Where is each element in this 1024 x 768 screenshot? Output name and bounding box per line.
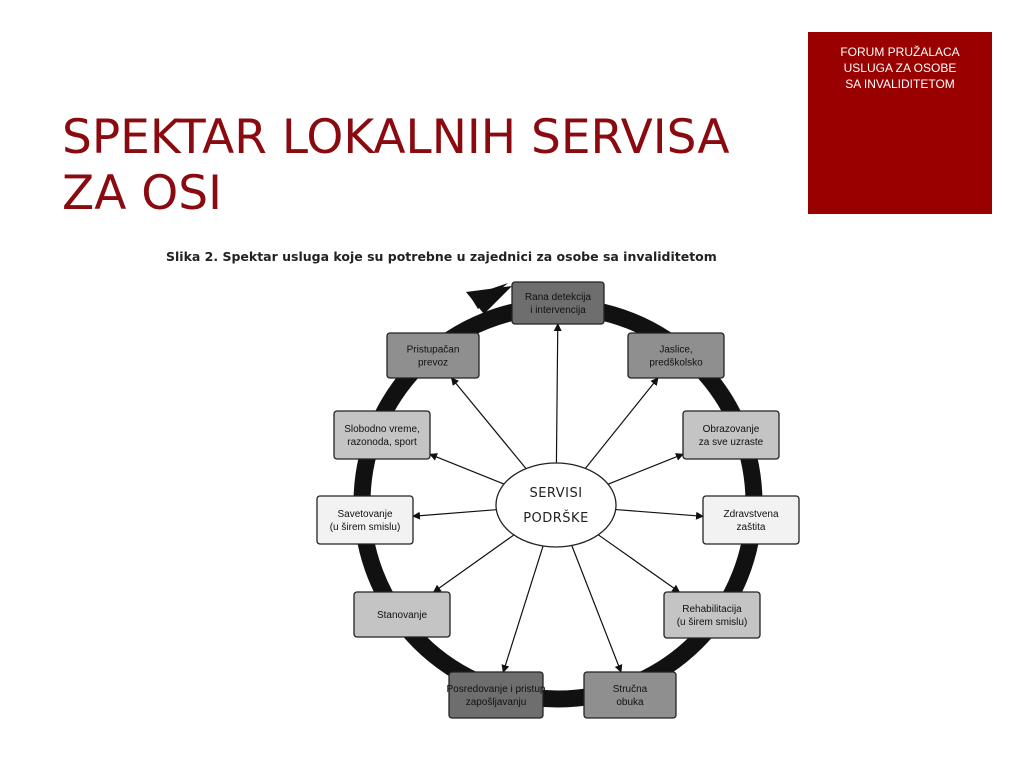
org-line-1: FORUM PRUŽALACA — [840, 45, 960, 59]
service-node-label: Jaslice, — [659, 344, 693, 356]
service-node-label: Rana detekcija — [524, 292, 592, 303]
org-line-2: USLUGA ZA OSOBE — [843, 61, 957, 75]
figure-caption: Slika 2. Spektar usluga koje su potrebne u zajednici za osobe sa invaliditetom — [166, 249, 717, 264]
service-node-label: predškolsko — [649, 357, 703, 369]
service-node-posredovanje — [447, 672, 546, 718]
service-node-label: Zdravstvena — [723, 509, 779, 520]
spoke-arrow-strucna — [572, 546, 621, 672]
service-node-label: Stanovanje — [376, 610, 428, 621]
service-node-label: Obrazovanje — [702, 424, 760, 435]
service-node-rana — [512, 282, 604, 324]
service-node-label: Rehabilitacija — [682, 604, 742, 615]
service-node-label: prevoz — [417, 357, 449, 369]
slide-title-line-1: SPEKTAR LOKALNIH SERVISA — [62, 110, 730, 165]
service-node-box — [664, 592, 760, 638]
service-node-box — [387, 333, 479, 378]
service-node-box — [628, 333, 724, 378]
service-node-label: zaštita — [736, 522, 766, 533]
hub-ellipse — [496, 463, 616, 547]
org-line-3: SA INVALIDITETOM — [845, 77, 955, 91]
slide-title-line-2: ZA OSI — [62, 166, 222, 221]
service-node-rehabilitacija — [664, 592, 760, 638]
service-node-box — [317, 496, 413, 544]
service-node-jaslice — [628, 333, 724, 378]
spoke-arrow-obrazovanje — [608, 454, 683, 484]
service-node-zdravstvena — [703, 496, 799, 544]
service-node-label: i intervencija — [530, 305, 586, 316]
spoke-arrow-savetovanje — [413, 510, 496, 517]
service-node-savetovanje — [317, 496, 413, 544]
service-node-label: Posredovanje i pristup — [446, 684, 546, 695]
spoke-arrow-jaslice — [585, 378, 658, 468]
service-node-strucna — [584, 672, 676, 718]
service-node-label: Savetovanje — [337, 509, 393, 520]
service-node-box — [683, 411, 779, 459]
service-node-label: (u širem smislu) — [329, 522, 401, 533]
service-node-box — [449, 672, 543, 718]
service-node-box — [584, 672, 676, 718]
service-node-box — [512, 282, 604, 324]
service-node-obrazovanje — [683, 411, 779, 459]
spoke-arrow-posredovanje — [503, 546, 543, 672]
spoke-arrow-slobodno — [430, 454, 504, 484]
service-node-label: obuka — [616, 697, 644, 708]
service-node-label: Pristupačan — [406, 344, 460, 356]
service-node-box — [334, 411, 430, 459]
service-node-label: Slobodno vreme, — [344, 424, 420, 435]
spoke-arrow-zdravstvena — [616, 510, 703, 517]
spoke-arrow-rehabilitacija — [598, 535, 679, 592]
service-node-box — [703, 496, 799, 544]
hub-label-line-1: SERVISI — [529, 486, 583, 501]
service-node-label: razonoda, sport — [347, 437, 417, 448]
service-node-label: Stručna — [612, 684, 648, 695]
spoke-arrow-prevoz — [452, 378, 527, 469]
service-node-slobodno — [334, 411, 430, 459]
service-node-stanovanje — [354, 592, 450, 637]
spoke-arrow-rana — [556, 324, 557, 463]
hub-label-line-2: PODRŠKE — [523, 511, 589, 526]
service-node-label: za sve uzraste — [698, 437, 764, 448]
service-node-label: zapošljavanju — [465, 697, 527, 708]
spoke-arrow-stanovanje — [434, 535, 514, 592]
service-node-prevoz — [387, 333, 479, 378]
service-node-label: (u širem smislu) — [676, 617, 748, 628]
